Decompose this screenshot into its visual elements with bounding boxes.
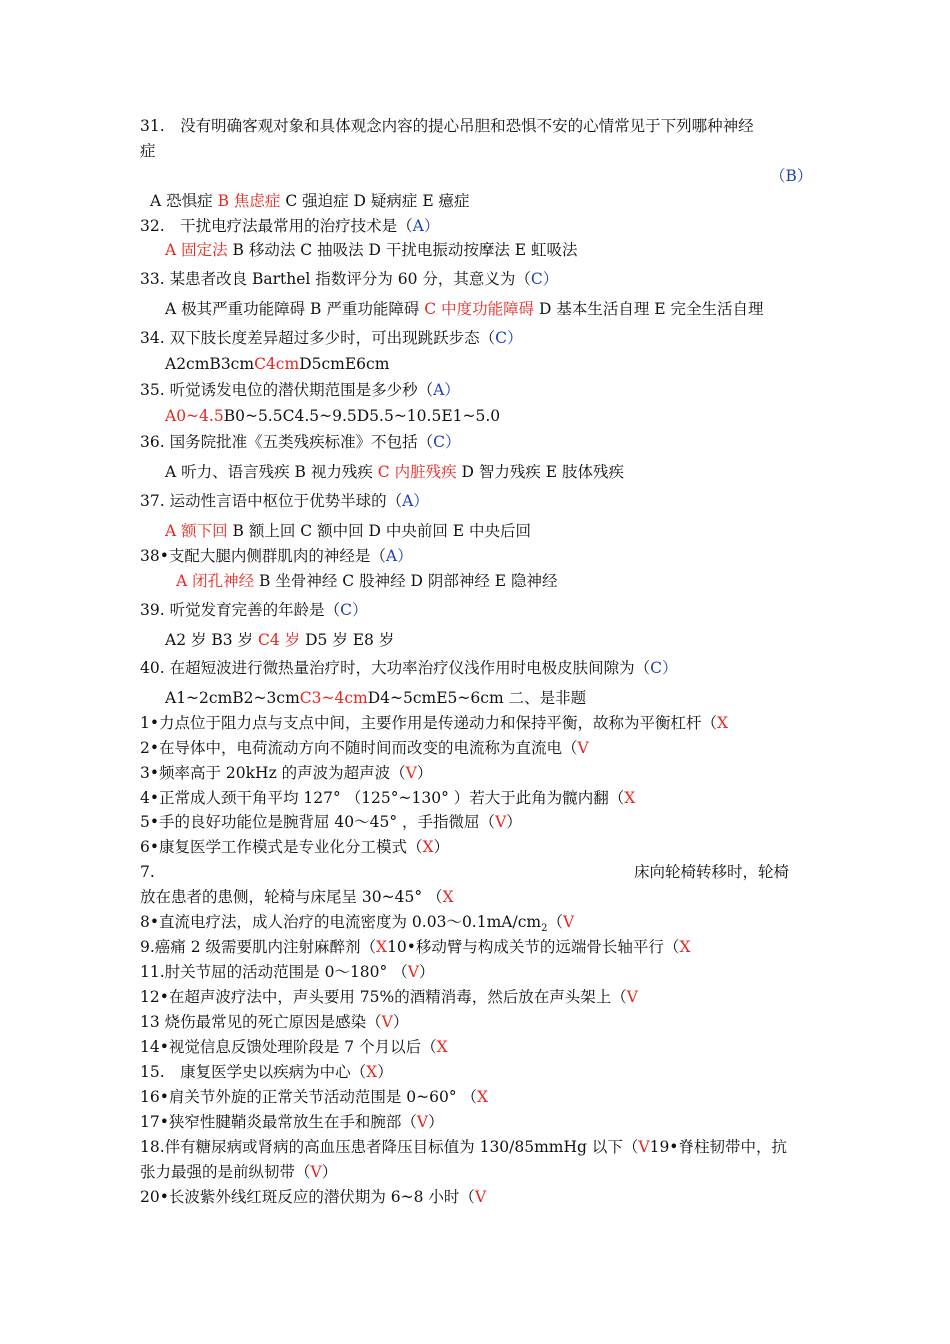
q34-options: A2cmB3cmC4cmD5cmE6cm	[165, 355, 390, 373]
tf-item-4: 4•正常成人颈干角平均 127° （125°~130° ）若大于此角为髋内翻（X	[140, 789, 636, 807]
q37-options: A 额下回 B 额上回 C 额中回 D 中央前回 E 中央后回	[165, 522, 532, 540]
tf-item-19-cont: 张力最强的是前纵韧带（V）	[140, 1163, 338, 1181]
tf-item-3: 3•频率高于 20kHz 的声波为超声波（V）	[140, 764, 433, 782]
q31-stem-cont: 症	[140, 142, 156, 160]
tf-item-5: 5•手的良好功能位是腕背屈 40〜45° ，手指微屈（V）	[140, 813, 522, 831]
q31-stem: 31. 没有明确客观对象和具体观念内容的提心吊胆和恐惧不安的心情常见于下列哪种神经	[140, 117, 754, 135]
q34-stem: 34. 双下肢长度差异超过多少时，可出现跳跃步态（C）	[140, 329, 523, 347]
tf-item-13: 13 烧伤最常见的死亡原因是感染（V）	[140, 1013, 409, 1031]
tf-item-6: 6•康复医学工作模式是专业化分工模式（X）	[140, 838, 450, 856]
q33-options: A 极其严重功能障碍 B 严重功能障碍 C 中度功能障碍 D 基本生活自理 E 完全生活自理	[165, 300, 764, 318]
q31-answer: （B）	[770, 167, 813, 185]
q32-options: A 固定法 B 移动法 C 抽吸法 D 干扰电振动按摩法 E 虹吸法	[165, 241, 578, 259]
q40-options: A1~2cmB2~3cmC3~4cmD4~5cmE5~6cm 二、是非题	[165, 689, 587, 707]
q38-options: A 闭孔神经 B 坐骨神经 C 股神经 D 阴部神经 E 隐神经	[176, 572, 558, 590]
q39-options: A2 岁 B3 岁 C4 岁 D5 岁 E8 岁	[165, 631, 395, 649]
tf-item-8: 8•直流电疗法，成人治疗的电流密度为 0.03〜$0.1mA/cm_2(V$	[140, 913, 575, 935]
q32-stem: 32. 干扰电疗法最常用的治疗技术是（A）	[140, 217, 440, 235]
tf-item-14: 14•视觉信息反馈处理阶段是 7 个月以后（X	[140, 1038, 448, 1056]
q31-options: A 恐惧症 B 焦虑症 C 强迫症 D 疑病症 E 癔症	[150, 192, 470, 210]
q36-options: A 听力、语言残疾 B 视力残疾 C 内脏残疾 D 智力残疾 E 肢体残疾	[165, 463, 625, 481]
q35-stem: 35. 听觉诱发电位的潜伏期范围是多少秒（A）	[140, 381, 460, 399]
tf-item-11: 11.肘关节屈的活动范围是 0〜180° （V）	[140, 963, 435, 981]
tf-item-12: 12•在超声波疗法中，声头要用 75%的酒精消毒，然后放在声头架上（V	[140, 988, 638, 1006]
q39-stem: 39. 听觉发育完善的年龄是（C）	[140, 601, 368, 619]
tf-item-7-text: 床向轮椅转移时，轮椅	[634, 863, 790, 881]
tf-item-7-number: 7.	[140, 863, 155, 881]
tf-item-20: 20•长波紫外线红斑反应的潜伏期为 6~8 小时（V	[140, 1188, 487, 1206]
tf-item-18-19: 18.伴有糖尿病或肾病的高血压患者降压目标值为 130/85mmHg 以下（V19•脊柱韧带中，抗	[140, 1138, 787, 1156]
q38-stem: 38•支配大腿内侧群肌肉的神经是（A）	[140, 547, 413, 565]
q37-stem: 37. 运动性言语中枢位于优势半球的（A）	[140, 492, 429, 510]
tf-item-7-cont: 放在患者的患侧，轮椅与床尾呈 30~45° （X	[140, 888, 454, 906]
q35-options: A0~4.5B0~5.5C4.5~9.5D5.5~10.5E1~5.0	[165, 407, 501, 425]
tf-item-15: 15. 康复医学史以疾病为中心（X）	[140, 1063, 393, 1081]
tf-item-1: 1•力点位于阻力点与支点中间，主要作用是传递动力和保持平衡，故称为平衡杠杆（X	[140, 714, 729, 732]
tf-item-9-10: 9.癌痛 2 级需要肌内注射麻醉剂（X10•移动臂与构成关节的远端骨长轴平行（X	[140, 938, 691, 956]
q36-stem: 36. 国务院批准《五类残疾标准》不包括（C）	[140, 433, 461, 451]
tf-item-17: 17•狭窄性腱鞘炎最常放生在手和腕部（V）	[140, 1113, 444, 1131]
tf-item-16: 16•肩关节外旋的正常关节活动范围是 0~60° （X	[140, 1088, 489, 1106]
q40-stem: 40. 在超短波进行微热量治疗时，大功率治疗仪浅作用时电极皮肤间隙为（C）	[140, 659, 678, 677]
q33-stem: 33. 某患者改良 Barthel 指数评分为 60 分，其意义为（C）	[140, 270, 559, 288]
tf-item-2: 2•在导体中，电荷流动方向不随时间而改变的电流称为直流电（V	[140, 739, 589, 757]
